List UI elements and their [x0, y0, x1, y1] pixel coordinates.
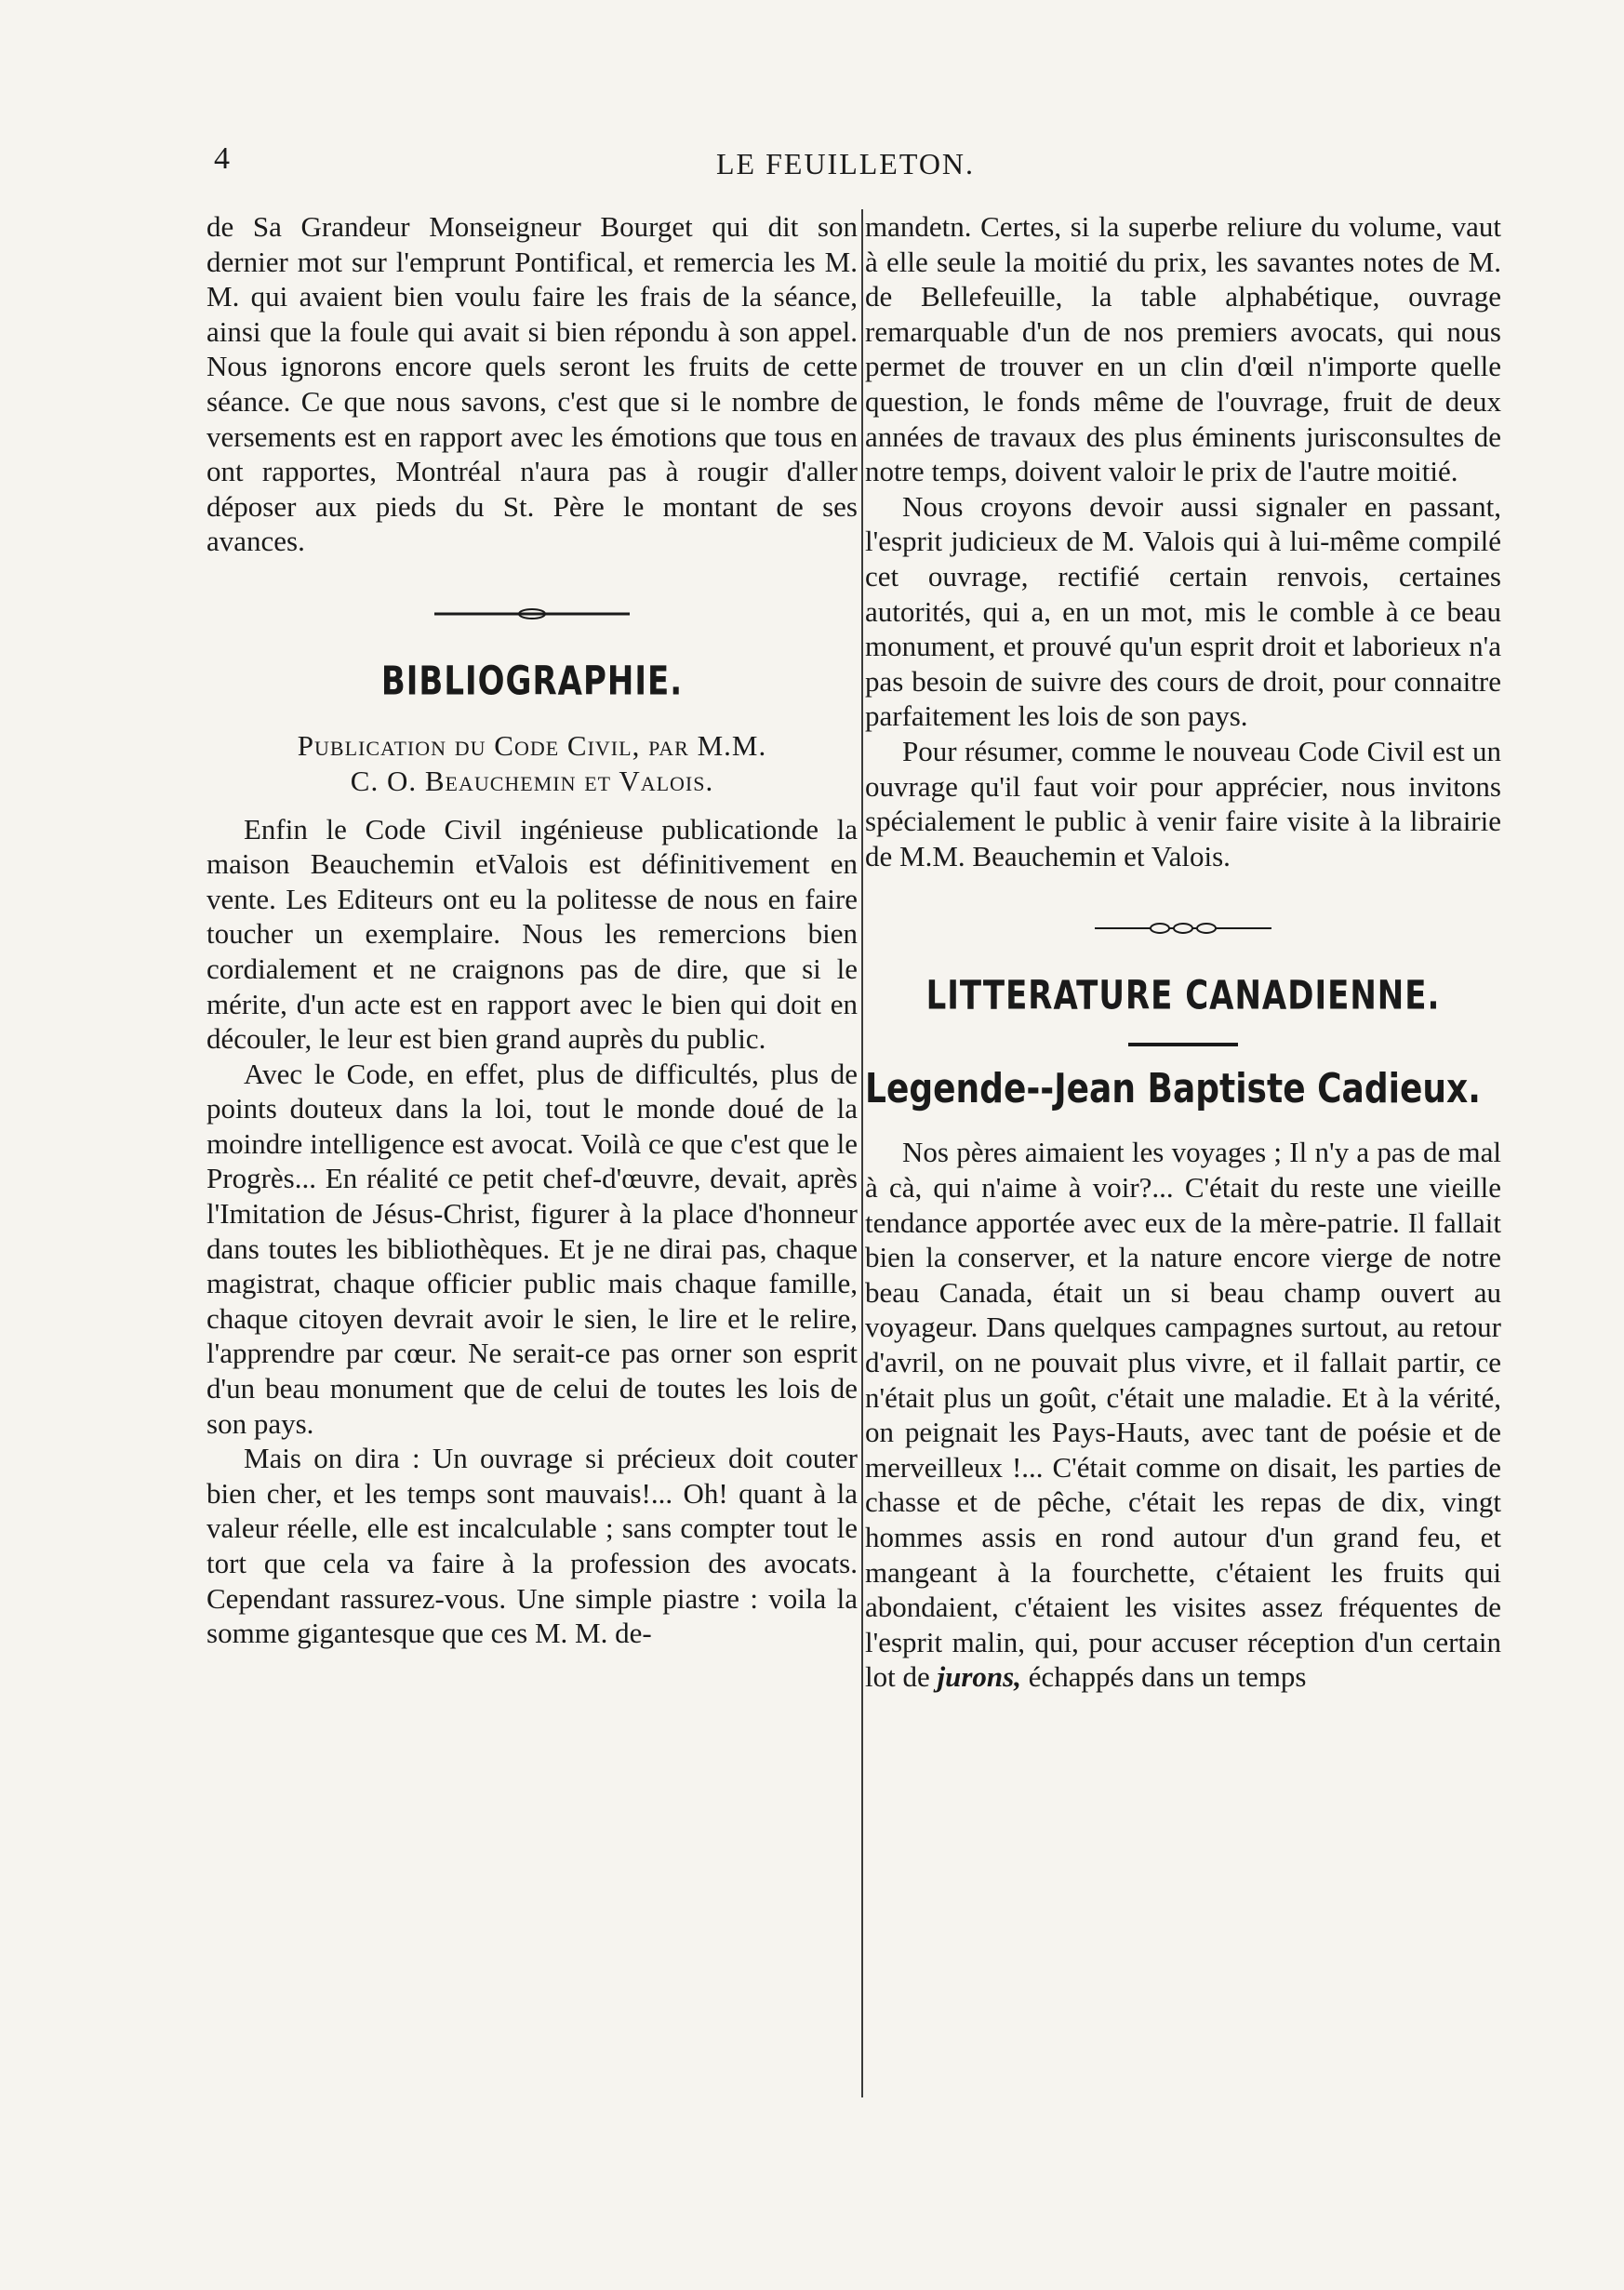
- short-rule: [1128, 1043, 1238, 1046]
- ornament-divider: [206, 596, 858, 632]
- valois-paragraph: Nous croyons devoir aussi signaler en passant, l'esprit judicieux de M. Valois qui à lui-même compilé cet ouvrage, rectifié certain renvois, certaines autorités, qui a, en un mot, mis le comble à ce beau monument, et prouvé qu'un esprit droit et laborieux n'a pas besoin de suivre des cours de droit, pour connaitre parfaitement les lois de son pays.: [865, 489, 1501, 733]
- legend-title: Legende--Jean Baptiste Cadieux.: [865, 1066, 1481, 1112]
- legend-paragraph-text: Nos pères aimaient les voyages ; Il n'y a pas de mal à cà, qui n'aime à voir?... C'était du reste une vieille tendance apportée avec eux de la mère-patrie. Il fallait bien la conserver, et la nature encore vierge de notre beau Canada, était un si beau champ ouvert au voyageur. Dans quelques campagnes surtout, au retour d'avril, on ne pouvait plus vivre, et il fallait partir, ce n'était plus un goût, c'était une maladie. Et à la vérité, on peignait les Pays-Hauts, avec tant de poésie et de merveilleux !... C'était comme on disait, les parties de chasse et de pêche, c'était les repas de dix, vingt hommes assis en rond autour d'un grand feu, et mangeant à la fourchette, c'étaient les fruits qui abondaient, c'étaient les visites assez fréquentes de l'esprit malin, qui, pour accuser réception d'un certain lot de: [865, 1136, 1501, 1694]
- bibliographie-paragraph-3: Mais on dira : Un ouvrage si précieux doit couter bien cher, et les temps sont mauvais!... Oh! quant à la valeur réelle, elle est incalculable ; sans compter tout le tort que cela va faire à la profession des avocats. Cependant rassurez-vous. Une simple piastre : voila la somme gigantesque que ces M. M. de-: [206, 1442, 858, 1650]
- legend-paragraph: [865, 1135, 1501, 1695]
- ornament-icon: [1095, 919, 1271, 938]
- bibliographie-paragraph-2: Avec le Code, en effet, plus de difficultés, plus de points douteux dans la loi, tout le monde doué de la moindre intelligence est avocat. Voilà ce que c'est que le Progrès... En réalité ce petit chef-d'œuvre, devait, après l'Imitation de Jésus-Christ, figurer à la place d'honneur dans toutes les bibliothèques. Et je ne dirai pas, chaque magistrat, chaque officier public mais chaque famille, chaque citoyen devrait avoir le sien, le lire et le relire, l'apprendre par cœur. Ne serait-ce pas orner son esprit d'un beau monument que de celui de toutes les lois de son pays.: [206, 1057, 858, 1440]
- left-column: [206, 209, 858, 1651]
- ornament-icon: [434, 605, 630, 623]
- publication-heading: [206, 728, 858, 799]
- right-column: [865, 209, 1501, 1695]
- section-title-litterature: LITTERATURE CANADIENNE.: [925, 973, 1441, 1020]
- summary-paragraph: Pour résumer, comme le nouveau Code Civil est un ouvrage qu'il faut voir pour apprécier, nous invitons spécialement le public à venir faire visite à la librairie de M.M. Beauchemin et Valois.: [865, 734, 1501, 872]
- publication-heading-line1: Publication du Code Civil, par M.M.: [297, 728, 767, 762]
- column-rule: [861, 209, 863, 2097]
- bibliographie-paragraph-1: Enfin le Code Civil ingénieuse publicationde la maison Beauchemin etValois est définitivement en vente. Les Editeurs ont eu la politesse de nous en faire toucher un exemplaire. Nous les remercions bien cordialement et ne craignons pas de dire, que si le mérite, d'un acte est en rapport avec le bien qui doit en découler, le leur est bien grand auprès du public.: [206, 812, 858, 1056]
- page-number: 4: [214, 141, 230, 176]
- ornament-divider: [865, 911, 1501, 946]
- opening-paragraph: de Sa Grandeur Monseigneur Bourget qui dit son dernier mot sur l'emprunt Pontifical, et remercia les M. M. qui avaient bien voulu faire les frais de la séance, ainsi que la foule qui avait si bien répondu à son appel. Nous ignorons encore quels seront les fruits de cette séance. Ce que nous savons, c'est que si le nombre de versements est en rapport avec les émotions que tous en ont rapportes, Montréal n'aura pas à rougir d'aller déposer aux pieds du St. Père le montant de ses avances.: [206, 210, 858, 558]
- legend-paragraph-tail: échappés dans un temps: [1020, 1660, 1307, 1694]
- legend-italic-word: jurons,: [937, 1660, 1021, 1694]
- continuation-paragraph: mandetn. Certes, si la superbe reliure du volume, vaut à elle seule la moitié du prix, les savantes notes de M. de Bellefeuille, la table alphabétique, ouvrage remarquable d'un de nos premiers avocats, qui nous permet de trouver en un clin d'œil n'importe quelle question, le fonds même de l'ouvrage, fruit de deux années de travaux des plus éminents jurisconsultes de notre temps, doivent valoir le prix de l'autre moitié.: [865, 210, 1501, 488]
- publication-heading-line2: C. O. Beauchemin et Valois.: [350, 764, 714, 797]
- running-title: LE FEUILLETON.: [716, 147, 976, 180]
- section-title-bibliographie: BIBLIOGRAPHIE.: [380, 658, 684, 705]
